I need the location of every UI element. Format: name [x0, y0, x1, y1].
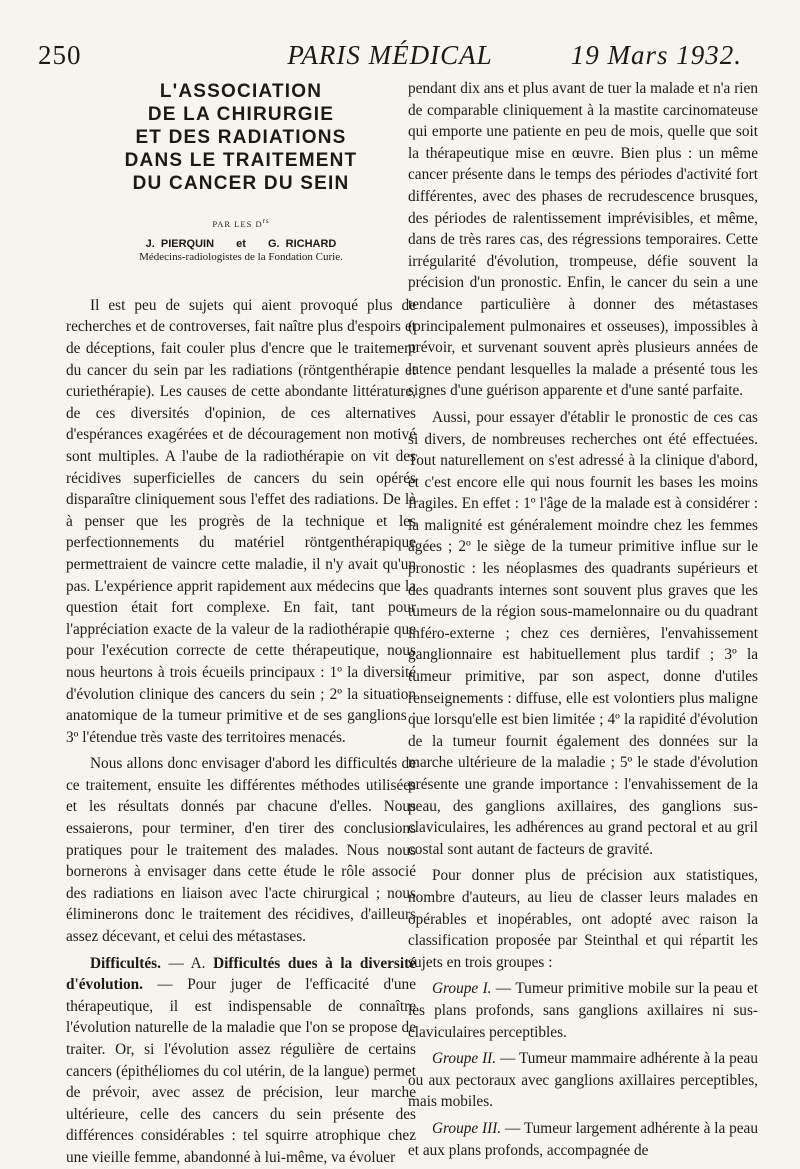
authors	[66, 238, 416, 250]
paragraph: Nous allons donc envisager d'abord les difficultés de ce traitement, ensuite les différentes méthodes utilisées et les résultats donnés par chacune d'elles. Nous essaierons, pour terminer, d'en tirer des conclusions pratiques pour le traitement des malades. Nous nous bornerons à envisager dans cette étude le rôle associé des radiations en liaison avec l'acte chirurgical ; nous éliminerons donc le traitement des récidives, d'ailleurs assez décevant, et celui des métastases.	[66, 755, 416, 946]
group-item: Groupe II. — Tumeur mammaire adhérente à la peau ou aux pectoraux avec ganglions axillaires perceptibles, mais mobiles.	[408, 1050, 758, 1111]
paragraph: Pour donner plus de précision aux statistiques, nombre d'auteurs, au lieu de classer leurs malades en opérables et inopérables, ont adopté avec raison la classification proposée par Steinthal et qui répartit les sujets en trois groupes :	[408, 867, 758, 971]
paragraph: Il est peu de sujets qui aient provoqué plus de recherches et de controverses, fait naître plus d'espoirs et de déceptions, fait couler plus d'encre que le traitement du cancer du sein par les radiations (röntgenthérapie et curiethérapie). Les causes de cette abondante littérature, de ces diversités d'opinion, de ces alternatives d'espérances exagérées et de découragement non motivé sont multiples. A l'aube de la radiothérapie on vit des récidives superficielles de cancers du sein opérés disparaître cliniquement sous l'effet des radiations. De là à penser que les progrès de la technique et les perfectionnements du matériel röntgenthérapique permettraient de vaincre cette maladie, il n'y avait qu'un pas. L'expérience apprit rapidement aux médecins que la question était fort complexe. En fait, tant pour l'appréciation exacte de la valeur de la radiothérapie que pour l'exécution correcte de cette thérapeutique, nous nous heurtons à trois écueils principaux : 1º la diversité d'évolution clinique des cancers du sein ; 2º la situation anatomique de la tumeur primitive et de ses ganglions ; 3º l'étendue très vaste des territoires menacés.	[66, 296, 416, 746]
title-line: DANS LE TRAITEMENT	[124, 150, 358, 171]
group-label: Groupe III.	[432, 1119, 502, 1137]
left-column	[66, 78, 416, 1169]
affiliation: Médecins-radiologistes de la Fondation Curie.	[139, 250, 343, 263]
title-line: ET DES RADIATIONS	[135, 127, 347, 148]
paragraph: Difficultés. — A. Difficultés dues à la diversité d'évolution. — Pour juger de l'efficacité d'une thérapeutique, il est indispensable de connaître l'évolution naturelle de la maladie que l'on se propose de traiter. Or, si l'évolution assez régulière de certains cancers (épithéliomes du col utérin, de la langue) permet de prévoir, avec assez de précision, leur marche ultérieure, celle des cancers du sein présente des différences considérables : tel squirre atrophique chez une vieille femme, abandonné à lui-même, va évoluer	[66, 954, 417, 1166]
title-line: DE LA CHIRURGIE	[147, 104, 335, 125]
right-column	[408, 78, 758, 1161]
group-label: Groupe II.	[432, 1050, 497, 1068]
page-header	[38, 40, 742, 74]
paragraph: Aussi, pour essayer d'établir le pronostic de ces cas si divers, de nombreuses recherches ont été effectuées. Tout naturellement on s'est adressé à la clinique d'abord, et c'est encore elle qui nous fournit les bases les moins fragiles. En effet : 1º l'âge de la malade est à considérer : la malignité est généralement moindre chez les femmes âgées ; 2º le siège de la tumeur primitive influe sur le pronostic : les néoplasmes des quadrants supérieurs et des quadrants internes sont souvent plus graves que les tumeurs de la région sous-mamelonnaire ou du quadrant inféro-externe ; chez ces dernières, l'envahissement ganglionnaire est habituellement plus tardif ; 3º la tumeur primitive, par son aspect, donne d'utiles renseignements : diffuse, elle est volontiers plus maligne que lorsqu'elle est bien limitée ; 4º la rapidité d'évolution de la tumeur fournit également des données sur la marche ultérieure de la maladie ; 5º le stade d'évolution présente une grande importance : l'envahissement de la peau, des ganglions axillaires, des ganglions sus-claviculaires, les adhérences au grand pectoral et au gril costal sont autant de facteurs de gravité.	[408, 408, 758, 858]
title-line: L'ASSOCIATION	[159, 81, 323, 102]
paragraph: pendant dix ans et plus avant de tuer la malade et n'a rien de comparable cliniquement à la mastite carcinomateuse qui emporte une patiente en peu de mois, quelle que soit la thérapeutique mise en œuvre. Bien plus : un même cancer présente dans le temps des périodes d'activité fort différentes, avec des phases de recrudescence brusques, des périodes de ralentissement imprévisibles, et même, dans de très rares cas, des régressions temporaires. Cette irrégularité d'évolution, trompeuse, défie souvent la précision d'un pronostic. Enfin, le cancer du sein a une tendance particulière à donner des métastases (principalement pulmonaires et osseuses), impossibles à prévoir, et survenant souvent après plusieurs années de latence pendant lesquelles la malade a présenté tous les signes d'une guérison apparente et d'une santé parfaite.	[408, 80, 758, 400]
group-item: Groupe I. — Tumeur primitive mobile sur la peau et les plans profonds, sans ganglions axillaires ni sus-claviculaires perceptibles.	[408, 980, 758, 1041]
journal-title: PARIS MÉDICAL	[287, 40, 493, 70]
issue-date: 19 Mars 1932.	[570, 40, 742, 70]
article-title	[66, 80, 416, 195]
section-heading: Difficultés.	[90, 954, 161, 972]
subsection-heading: Difficultés dues à la diversité d'évolution.	[66, 954, 417, 994]
author-join: et	[236, 237, 246, 250]
title-line: DU CANCER DU SEIN	[132, 173, 350, 194]
byline: PAR LES $D^{rs}$	[212, 217, 270, 229]
author-name: G. RICHARD	[267, 237, 337, 250]
author-name: J. PIERQUIN	[145, 237, 215, 250]
page-number: 250	[38, 40, 82, 70]
group-label: Groupe I.	[432, 980, 492, 998]
group-item: Groupe III. — Tumeur largement adhérente à la peau et aux plans profonds, accompagnée de	[408, 1119, 758, 1159]
